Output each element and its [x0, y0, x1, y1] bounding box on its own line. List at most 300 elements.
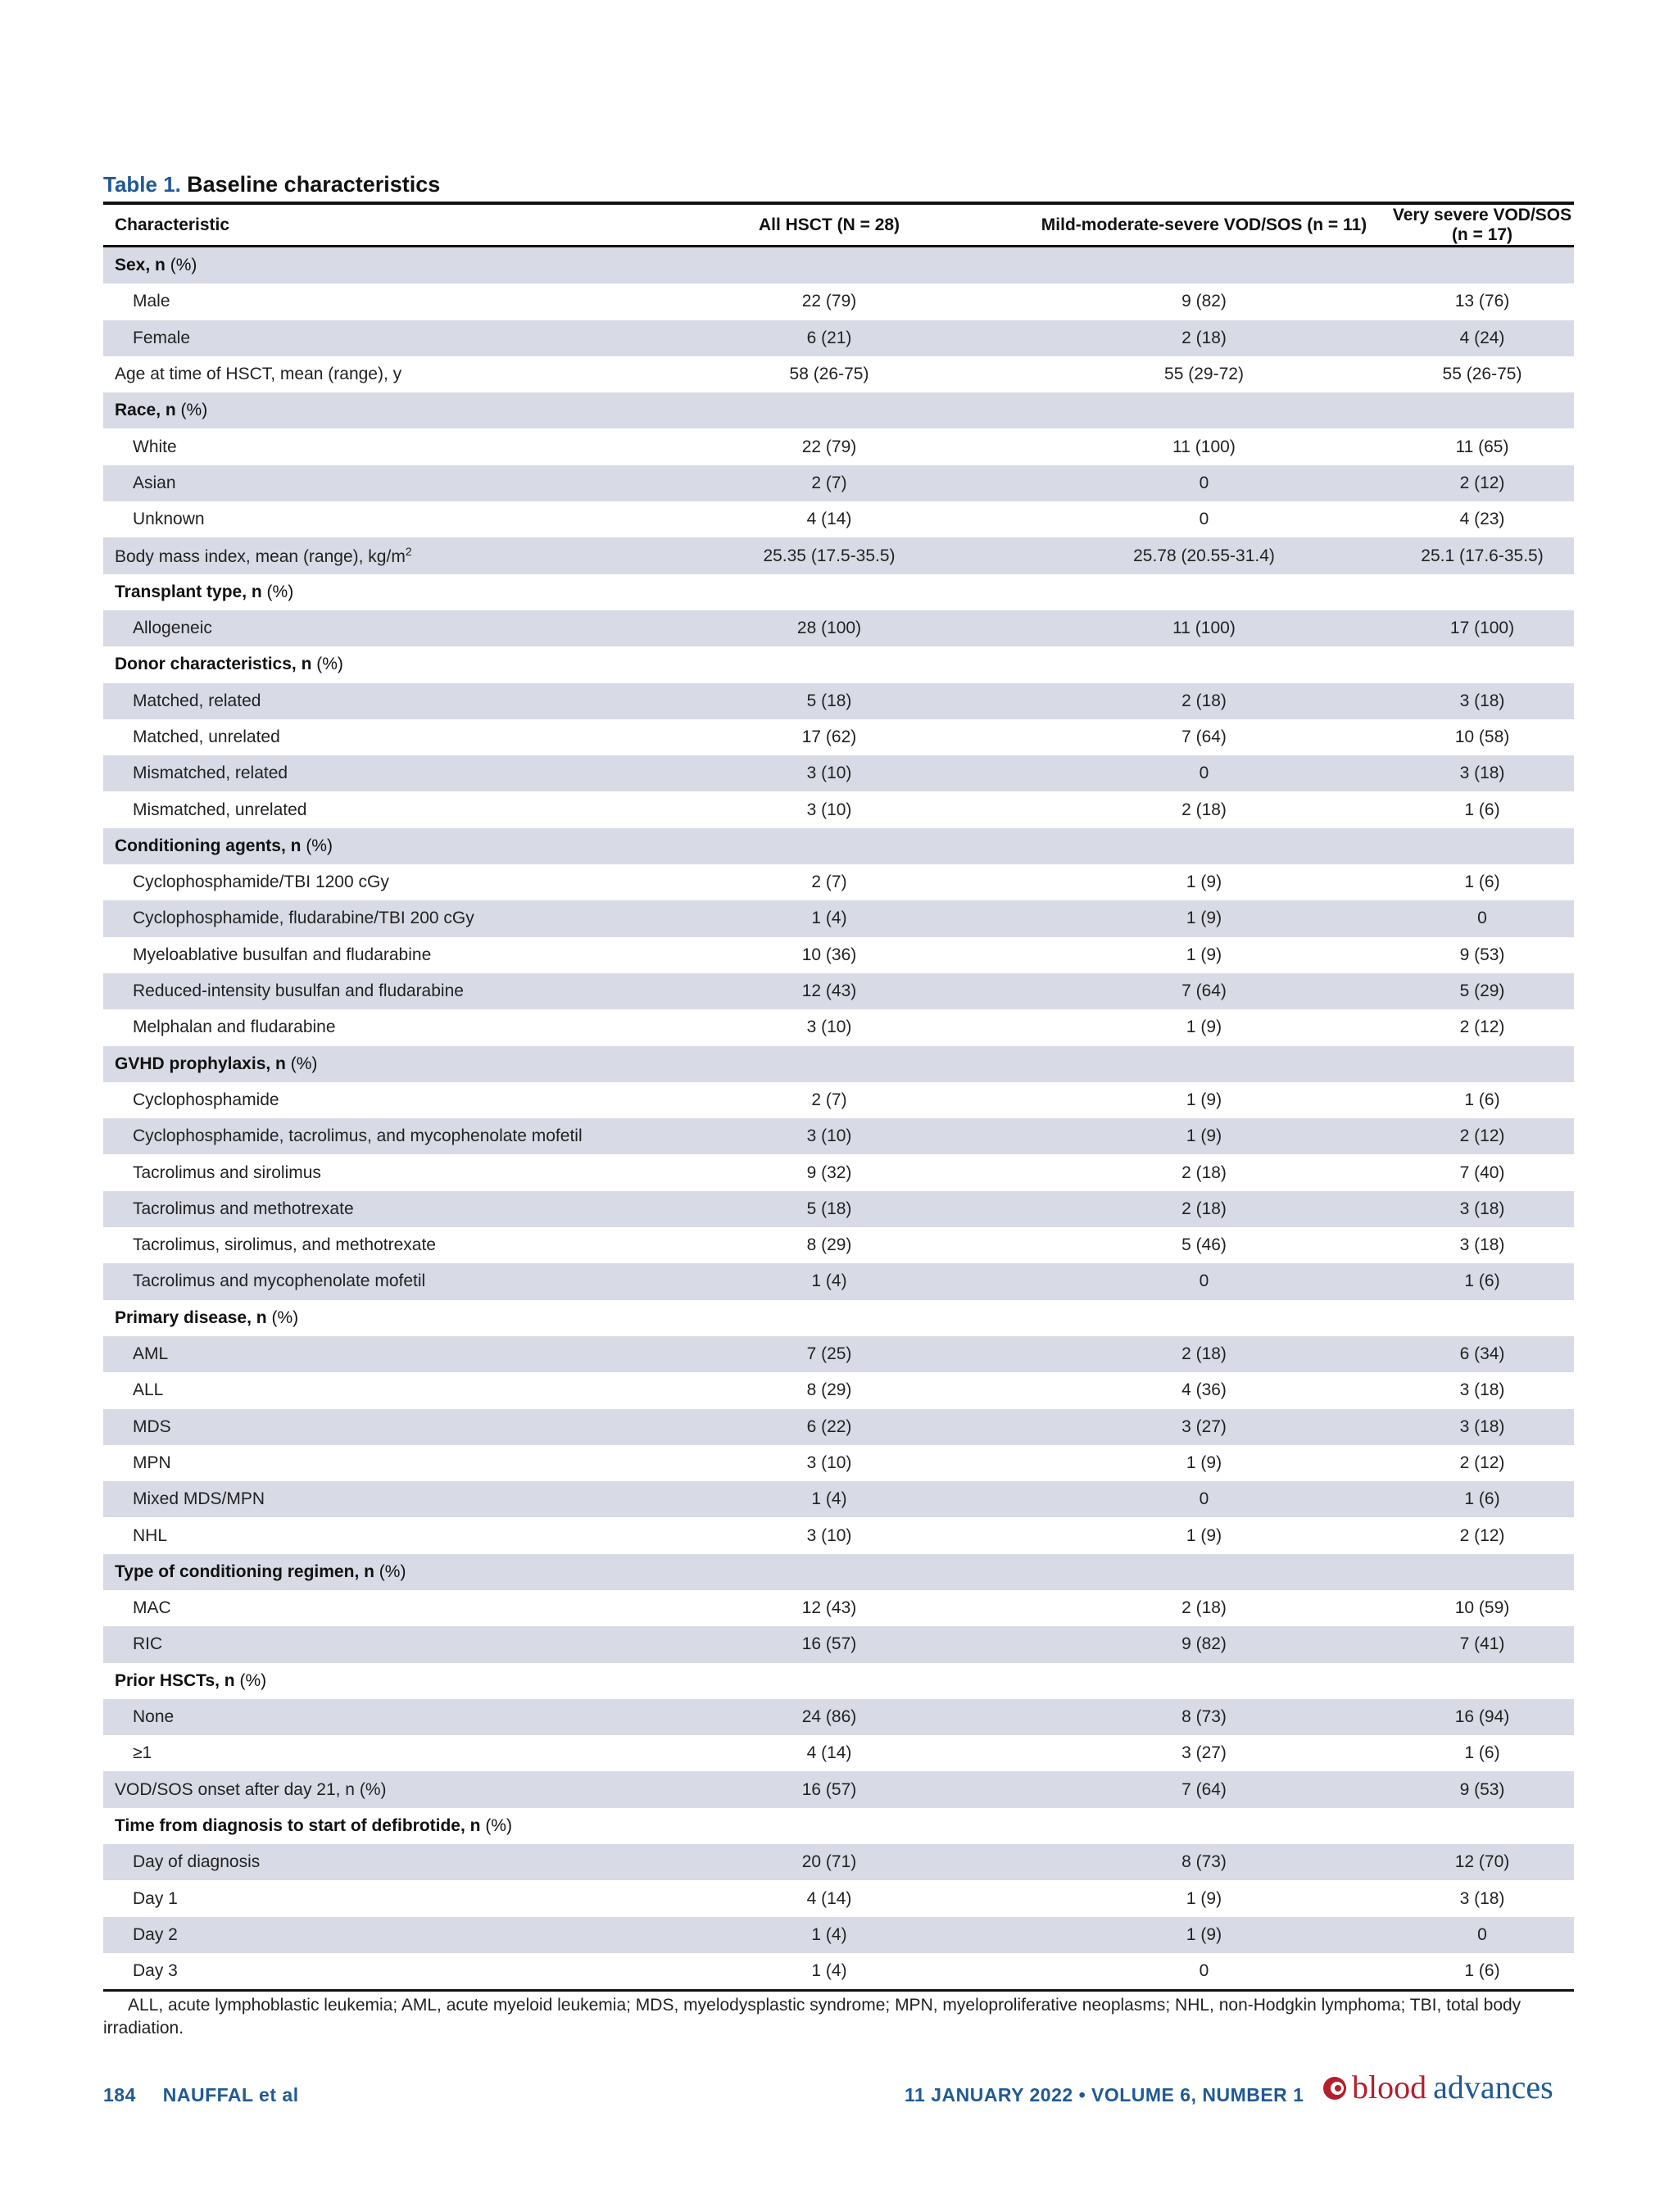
cell-mild-moderate-severe: 0 — [1199, 1961, 1209, 1981]
section-label — [103, 1554, 641, 1590]
cell-mild-moderate-severe: 1 (9) — [1186, 1888, 1222, 1908]
cell-all-hsct: 2 (7) — [811, 1090, 847, 1109]
table-row — [103, 356, 1574, 392]
section-label — [103, 1808, 641, 1844]
cell-very-severe: 25.1 (17.6-35.5) — [1390, 537, 1574, 573]
row-label-text: Unknown — [133, 510, 205, 529]
row-label-text: Transplant type, n — [115, 582, 267, 601]
cell-very-severe — [1390, 1046, 1574, 1082]
table-row — [103, 1953, 1574, 1991]
section-header-row — [103, 1300, 1574, 1336]
row-label-text: Tacrolimus and mycophenolate mofetil — [133, 1271, 426, 1291]
cell-all-hsct: 9 (32) — [806, 1163, 852, 1182]
section-header-row — [103, 392, 1574, 428]
cell-all-hsct — [641, 1554, 1018, 1590]
row-label-text: Sex, n — [115, 256, 170, 275]
cell-very-severe: 55 (26-75) — [1442, 365, 1522, 384]
table-row — [103, 1917, 1574, 1953]
cell-all-hsct — [641, 1046, 1018, 1082]
cell-very-severe — [1390, 828, 1574, 864]
cell-all-hsct: 1 (4) — [811, 1961, 847, 1981]
row-label-text: Day of diagnosis — [133, 1852, 261, 1872]
cell-mild-moderate-severe: 1 (9) — [1186, 1018, 1222, 1037]
row-label-superscript: 2 — [405, 545, 412, 559]
cell-mild-moderate-severe: 1 (9) — [1186, 1525, 1222, 1545]
row-label-text: Age at time of HSCT, mean (range), y — [115, 365, 402, 384]
row-label-text: Time from diagnosis to start of defibrotide, n — [115, 1815, 486, 1835]
cell-mild-moderate-severe: 7 (64) — [1181, 728, 1227, 746]
row-label-text: Primary disease, n — [115, 1308, 272, 1327]
cell-very-severe: 2 (12) — [1390, 1118, 1574, 1154]
row-label-text: White — [133, 437, 177, 456]
row-label-text: Body mass index, mean (range), kg/m — [115, 547, 406, 567]
cell-all-hsct: 17 (62) — [801, 728, 857, 746]
section-label — [103, 1300, 641, 1336]
column-header-very-severe: Very severe VOD/SOS (n = 17) — [1390, 203, 1574, 247]
row-label-text: Male — [133, 292, 170, 311]
row-label — [103, 320, 641, 356]
journal-brand — [1321, 2068, 1553, 2107]
table-row — [103, 900, 1574, 936]
table-row — [103, 1009, 1574, 1045]
row-label — [103, 683, 641, 719]
row-label — [103, 1517, 641, 1553]
cell-mild-moderate-severe: 7 (64) — [1018, 973, 1390, 1009]
cell-all-hsct: 7 (25) — [641, 1336, 1018, 1372]
section-header-row — [103, 1046, 1574, 1082]
cell-mild-moderate-severe — [1018, 1300, 1390, 1336]
cell-very-severe: 2 (12) — [1459, 1018, 1505, 1037]
table-row — [103, 1154, 1574, 1190]
row-label — [103, 1082, 641, 1118]
table-row — [103, 1191, 1574, 1227]
cell-very-severe: 13 (76) — [1454, 292, 1510, 311]
cell-very-severe — [1390, 1663, 1574, 1699]
row-label-text: Prior HSCTs, n — [115, 1670, 240, 1690]
cell-all-hsct: 3 (10) — [806, 1453, 852, 1472]
table-row — [103, 610, 1574, 646]
row-label-unit: (%) — [306, 836, 333, 855]
cell-mild-moderate-severe — [1018, 1554, 1390, 1590]
table-row — [103, 1118, 1574, 1154]
row-label — [103, 610, 641, 646]
table-row — [103, 1481, 1574, 1517]
section-header-row — [103, 574, 1574, 610]
row-label-text: Mismatched, related — [133, 764, 288, 783]
cell-very-severe: 4 (23) — [1459, 510, 1505, 529]
row-label — [103, 937, 641, 973]
row-label — [103, 1771, 641, 1807]
cell-mild-moderate-severe: 7 (64) — [1018, 1771, 1390, 1807]
cell-all-hsct: 3 (10) — [806, 800, 852, 819]
cell-very-severe: 10 (59) — [1454, 1598, 1510, 1618]
cell-mild-moderate-severe: 1 (9) — [1186, 1453, 1222, 1472]
cell-very-severe: 2 (12) — [1459, 1525, 1505, 1545]
row-label — [103, 900, 641, 936]
cell-mild-moderate-severe: 9 (82) — [1018, 1626, 1390, 1662]
cell-mild-moderate-severe: 3 (27) — [1181, 1743, 1227, 1763]
row-label-text: Cyclophosphamide, tacrolimus, and mycophenolate mofetil — [133, 1126, 583, 1146]
row-label-text: ≥1 — [133, 1743, 152, 1763]
cell-all-hsct: 1 (4) — [641, 900, 1018, 936]
table-row — [103, 1771, 1574, 1807]
table-row — [103, 428, 1574, 465]
cell-very-severe: 6 (34) — [1390, 1336, 1574, 1372]
cell-mild-moderate-severe — [1018, 646, 1390, 682]
row-label — [103, 428, 641, 465]
cell-all-hsct: 16 (57) — [641, 1626, 1018, 1662]
cell-very-severe — [1390, 247, 1574, 284]
row-label-unit: (%) — [180, 401, 208, 420]
cell-very-severe: 9 (53) — [1390, 1771, 1574, 1807]
table-row — [103, 719, 1574, 755]
row-label-text: Race, n — [115, 401, 181, 420]
table-row — [103, 1735, 1574, 1771]
row-label-text: Matched, related — [133, 691, 261, 710]
table-row — [103, 1409, 1574, 1445]
row-label-unit: (%) — [170, 256, 197, 275]
row-label-text: Day 3 — [133, 1961, 178, 1981]
cell-very-severe: 1 (6) — [1390, 1263, 1574, 1299]
row-label — [103, 1880, 641, 1916]
row-label-text: Donor characteristics, n — [115, 655, 317, 674]
cell-mild-moderate-severe — [1018, 1808, 1390, 1844]
cell-all-hsct: 8 (29) — [806, 1380, 852, 1400]
row-label — [103, 1953, 641, 1991]
cell-very-severe: 9 (53) — [1459, 945, 1505, 964]
cell-very-severe: 16 (94) — [1390, 1699, 1574, 1735]
cell-mild-moderate-severe: 0 — [1018, 465, 1390, 501]
row-label-text: Day 2 — [133, 1924, 178, 1944]
cell-all-hsct — [641, 828, 1018, 864]
cell-very-severe: 3 (18) — [1459, 1888, 1505, 1908]
row-label-text: Mismatched, unrelated — [133, 800, 307, 819]
cell-very-severe: 5 (29) — [1390, 973, 1574, 1009]
table-row — [103, 537, 1574, 573]
section-label — [103, 1663, 641, 1699]
section-header-row — [103, 828, 1574, 864]
row-label — [103, 1481, 641, 1517]
row-label — [103, 864, 641, 900]
table-row — [103, 791, 1574, 827]
row-label-text: Tacrolimus and sirolimus — [133, 1163, 321, 1182]
row-label — [103, 501, 641, 537]
row-label-text: Female — [133, 328, 191, 347]
row-label — [103, 1009, 641, 1045]
cell-very-severe — [1390, 1300, 1574, 1336]
footer-left — [103, 2084, 299, 2106]
cell-mild-moderate-severe — [1018, 392, 1390, 428]
row-label-text: NHL — [133, 1525, 168, 1545]
cell-mild-moderate-severe: 1 (9) — [1186, 873, 1222, 892]
row-label — [103, 356, 641, 392]
cell-all-hsct: 28 (100) — [641, 610, 1018, 646]
row-label-text: GVHD prophylaxis, n — [115, 1054, 291, 1073]
section-label — [103, 247, 641, 284]
section-header-row — [103, 646, 1574, 682]
cell-mild-moderate-severe: 2 (18) — [1181, 1163, 1227, 1182]
row-label-text: RIC — [133, 1634, 163, 1654]
cell-very-severe: 0 — [1390, 1917, 1574, 1953]
row-label — [103, 1445, 641, 1481]
cell-very-severe: 3 (18) — [1459, 1235, 1505, 1255]
row-label-unit: (%) — [239, 1670, 267, 1690]
row-label-text: Cyclophosphamide/TBI 1200 cGy — [133, 873, 389, 892]
table-label: Table 1. — [103, 172, 181, 197]
cell-very-severe: 4 (24) — [1390, 320, 1574, 356]
cell-mild-moderate-severe: 2 (18) — [1018, 683, 1390, 719]
cell-all-hsct — [641, 646, 1018, 682]
cell-all-hsct — [641, 392, 1018, 428]
row-label-unit: (%) — [485, 1815, 512, 1835]
cell-all-hsct: 3 (10) — [806, 1018, 852, 1037]
cell-all-hsct: 22 (79) — [801, 437, 857, 456]
cell-mild-moderate-severe: 8 (73) — [1018, 1699, 1390, 1735]
cell-mild-moderate-severe: 11 (100) — [1172, 437, 1236, 456]
row-label-text: Type of conditioning regimen, n — [115, 1562, 379, 1581]
cell-mild-moderate-severe — [1018, 247, 1390, 284]
cell-mild-moderate-severe: 3 (27) — [1018, 1409, 1390, 1445]
cell-mild-moderate-severe: 2 (18) — [1018, 1191, 1390, 1227]
row-label-text: Myeloablative busulfan and fludarabine — [133, 945, 432, 964]
cell-all-hsct: 1 (4) — [641, 1263, 1018, 1299]
row-label — [103, 1590, 641, 1626]
cell-mild-moderate-severe: 0 — [1199, 510, 1209, 529]
cell-all-hsct — [641, 574, 1018, 610]
table-row — [103, 1626, 1574, 1662]
cell-all-hsct: 24 (86) — [641, 1699, 1018, 1735]
cell-all-hsct: 16 (57) — [641, 1771, 1018, 1807]
cell-all-hsct: 6 (21) — [641, 320, 1018, 356]
cell-very-severe — [1390, 1808, 1574, 1844]
cell-all-hsct: 3 (10) — [806, 1525, 852, 1545]
cell-all-hsct: 12 (43) — [801, 1598, 857, 1618]
cell-all-hsct: 5 (18) — [641, 1191, 1018, 1227]
cell-very-severe: 1 (6) — [1464, 1961, 1500, 1981]
cell-mild-moderate-severe: 2 (18) — [1018, 320, 1390, 356]
cell-all-hsct: 2 (7) — [811, 873, 847, 892]
cell-all-hsct: 58 (26-75) — [789, 365, 869, 384]
brand-advances-word: advances — [1433, 2069, 1553, 2105]
cell-all-hsct: 10 (36) — [801, 945, 857, 964]
cell-mild-moderate-severe: 1 (9) — [1018, 900, 1390, 936]
cell-very-severe: 1 (6) — [1390, 1481, 1574, 1517]
row-label — [103, 1154, 641, 1190]
baseline-characteristics-table — [103, 202, 1574, 1992]
row-label-text: Cyclophosphamide — [133, 1090, 279, 1109]
table-row — [103, 1372, 1574, 1408]
cell-all-hsct: 4 (14) — [806, 510, 852, 529]
table-footnote: ALL, acute lymphoblastic leukemia; AML, acute myeloid leukemia; MDS, myelodysplastic syndrome; MPN, myeloproliferative neoplasms; NHL, non-Hodgkin lymphoma; TBI, total body irradiation. — [103, 1996, 1522, 2037]
cell-very-severe: 11 (65) — [1455, 437, 1509, 456]
table-row — [103, 501, 1574, 537]
cell-mild-moderate-severe: 4 (36) — [1181, 1380, 1227, 1400]
cell-all-hsct: 8 (29) — [806, 1235, 852, 1255]
row-label-text: Melphalan and fludarabine — [133, 1018, 336, 1037]
row-label-text: MPN — [133, 1453, 171, 1472]
row-label — [103, 1191, 641, 1227]
cell-mild-moderate-severe: 1 (9) — [1186, 945, 1222, 964]
cell-very-severe: 0 — [1390, 900, 1574, 936]
cell-very-severe: 7 (41) — [1390, 1626, 1574, 1662]
cell-very-severe: 3 (18) — [1390, 755, 1574, 791]
row-label-text: VOD/SOS onset after day 21, n (%) — [115, 1779, 387, 1799]
brand-blood-word: blood — [1352, 2069, 1427, 2105]
table-row — [103, 1590, 1574, 1626]
row-label — [103, 1699, 641, 1735]
cell-mild-moderate-severe: 25.78 (20.55-31.4) — [1018, 537, 1390, 573]
cell-all-hsct: 20 (71) — [641, 1844, 1018, 1880]
cell-all-hsct — [641, 1300, 1018, 1336]
row-label — [103, 1263, 641, 1299]
cell-very-severe: 2 (12) — [1459, 1453, 1505, 1472]
cell-all-hsct: 6 (22) — [641, 1409, 1018, 1445]
cell-very-severe: 1 (6) — [1464, 873, 1500, 892]
row-label-text: Mixed MDS/MPN — [133, 1489, 265, 1509]
cell-mild-moderate-severe — [1018, 1663, 1390, 1699]
cell-all-hsct — [641, 1808, 1018, 1844]
cell-very-severe: 7 (40) — [1459, 1163, 1505, 1182]
cell-mild-moderate-severe — [1018, 828, 1390, 864]
table-row — [103, 755, 1574, 791]
cell-mild-moderate-severe: 1 (9) — [1018, 1118, 1390, 1154]
row-label — [103, 1118, 641, 1154]
cell-very-severe: 2 (12) — [1390, 465, 1574, 501]
section-header-row — [103, 1663, 1574, 1699]
cell-very-severe: 1 (6) — [1464, 800, 1500, 819]
table-title: Baseline characteristics — [187, 172, 441, 197]
row-label — [103, 973, 641, 1009]
table-row — [103, 1227, 1574, 1263]
cell-mild-moderate-severe: 0 — [1018, 755, 1390, 791]
column-header-characteristic: Characteristic — [103, 203, 641, 247]
column-header-mild-moderate-severe: Mild-moderate-severe VOD/SOS (n = 11) — [1018, 203, 1390, 247]
cell-mild-moderate-severe — [1018, 1046, 1390, 1082]
table-row — [103, 1336, 1574, 1372]
row-label — [103, 1336, 641, 1372]
row-label-unit: (%) — [290, 1054, 318, 1073]
cell-mild-moderate-severe — [1018, 574, 1390, 610]
cell-mild-moderate-severe: 0 — [1018, 1263, 1390, 1299]
cell-mild-moderate-severe: 55 (29-72) — [1164, 365, 1244, 384]
cell-all-hsct: 2 (7) — [641, 465, 1018, 501]
row-label — [103, 755, 641, 791]
cell-all-hsct: 3 (10) — [641, 755, 1018, 791]
cell-very-severe: 17 (100) — [1390, 610, 1574, 646]
cell-mild-moderate-severe: 0 — [1018, 1481, 1390, 1517]
cell-very-severe: 12 (70) — [1390, 1844, 1574, 1880]
cell-very-severe: 3 (18) — [1459, 1380, 1505, 1400]
cell-mild-moderate-severe: 2 (18) — [1018, 1336, 1390, 1372]
row-label — [103, 465, 641, 501]
cell-all-hsct: 22 (79) — [801, 292, 857, 311]
cell-all-hsct — [641, 247, 1018, 284]
table-row — [103, 1699, 1574, 1735]
blood-drop-logo-icon — [1321, 2074, 1349, 2101]
section-header-row — [103, 1808, 1574, 1844]
row-label — [103, 1227, 641, 1263]
cell-very-severe: 3 (18) — [1390, 683, 1574, 719]
cell-all-hsct: 4 (14) — [806, 1888, 852, 1908]
table-row — [103, 320, 1574, 356]
running-authors: NAUFFAL et al — [162, 2084, 299, 2105]
table-row — [103, 1445, 1574, 1481]
row-label-text: Day 1 — [133, 1888, 178, 1908]
row-label-text: AML — [133, 1344, 169, 1364]
row-label-text: Allogeneic — [133, 619, 212, 638]
table-row — [103, 864, 1574, 900]
cell-very-severe — [1390, 392, 1574, 428]
cell-mild-moderate-severe: 1 (9) — [1186, 1090, 1222, 1109]
row-label — [103, 1917, 641, 1953]
row-label — [103, 1409, 641, 1445]
section-label — [103, 828, 641, 864]
row-label-unit: (%) — [379, 1562, 406, 1581]
cell-all-hsct: 3 (10) — [641, 1118, 1018, 1154]
section-label — [103, 646, 641, 682]
table-row — [103, 465, 1574, 501]
cell-very-severe: 1 (6) — [1464, 1090, 1500, 1109]
row-label-text: Matched, unrelated — [133, 728, 280, 746]
cell-mild-moderate-severe: 5 (46) — [1181, 1235, 1227, 1255]
row-label — [103, 1844, 641, 1880]
cell-mild-moderate-severe: 8 (73) — [1018, 1844, 1390, 1880]
table-row — [103, 1082, 1574, 1118]
cell-very-severe — [1390, 1554, 1574, 1590]
row-label-text: MAC — [133, 1598, 171, 1618]
row-label-text: MDS — [133, 1416, 171, 1436]
row-label-unit: (%) — [266, 582, 294, 601]
table-row — [103, 283, 1574, 320]
table-row — [103, 1517, 1574, 1553]
cell-mild-moderate-severe: 2 (18) — [1181, 1598, 1227, 1618]
table-row — [103, 1263, 1574, 1299]
section-label — [103, 574, 641, 610]
row-label — [103, 791, 641, 827]
cell-mild-moderate-severe: 1 (9) — [1018, 1917, 1390, 1953]
row-label — [103, 537, 641, 573]
row-label — [103, 719, 641, 755]
cell-all-hsct: 12 (43) — [641, 973, 1018, 1009]
row-label-text: Tacrolimus and methotrexate — [133, 1199, 354, 1218]
row-label — [103, 1735, 641, 1771]
cell-mild-moderate-severe: 11 (100) — [1018, 610, 1390, 646]
table-row — [103, 683, 1574, 719]
page-number: 184 — [103, 2084, 136, 2105]
row-label-text: Reduced-intensity busulfan and fludarabine — [133, 981, 464, 1001]
row-label-text: Cyclophosphamide, fludarabine/TBI 200 cGy — [133, 909, 474, 928]
row-label — [103, 1372, 641, 1408]
cell-all-hsct: 25.35 (17.5-35.5) — [641, 537, 1018, 573]
section-label — [103, 392, 641, 428]
table-caption — [103, 170, 440, 198]
cell-very-severe: 3 (18) — [1390, 1409, 1574, 1445]
section-header-row — [103, 1554, 1574, 1590]
cell-all-hsct — [641, 1663, 1018, 1699]
column-header-all-hsct: All HSCT (N = 28) — [641, 203, 1018, 247]
cell-very-severe — [1390, 646, 1574, 682]
table-body — [103, 247, 1574, 1991]
row-label — [103, 1626, 641, 1662]
row-label — [103, 283, 641, 320]
cell-mild-moderate-severe: 2 (18) — [1181, 800, 1227, 819]
table-row — [103, 1844, 1574, 1880]
cell-all-hsct: 5 (18) — [641, 683, 1018, 719]
row-label-text: None — [133, 1707, 175, 1727]
cell-very-severe — [1390, 574, 1574, 610]
cell-very-severe: 1 (6) — [1464, 1743, 1500, 1763]
section-header-row — [103, 247, 1574, 284]
